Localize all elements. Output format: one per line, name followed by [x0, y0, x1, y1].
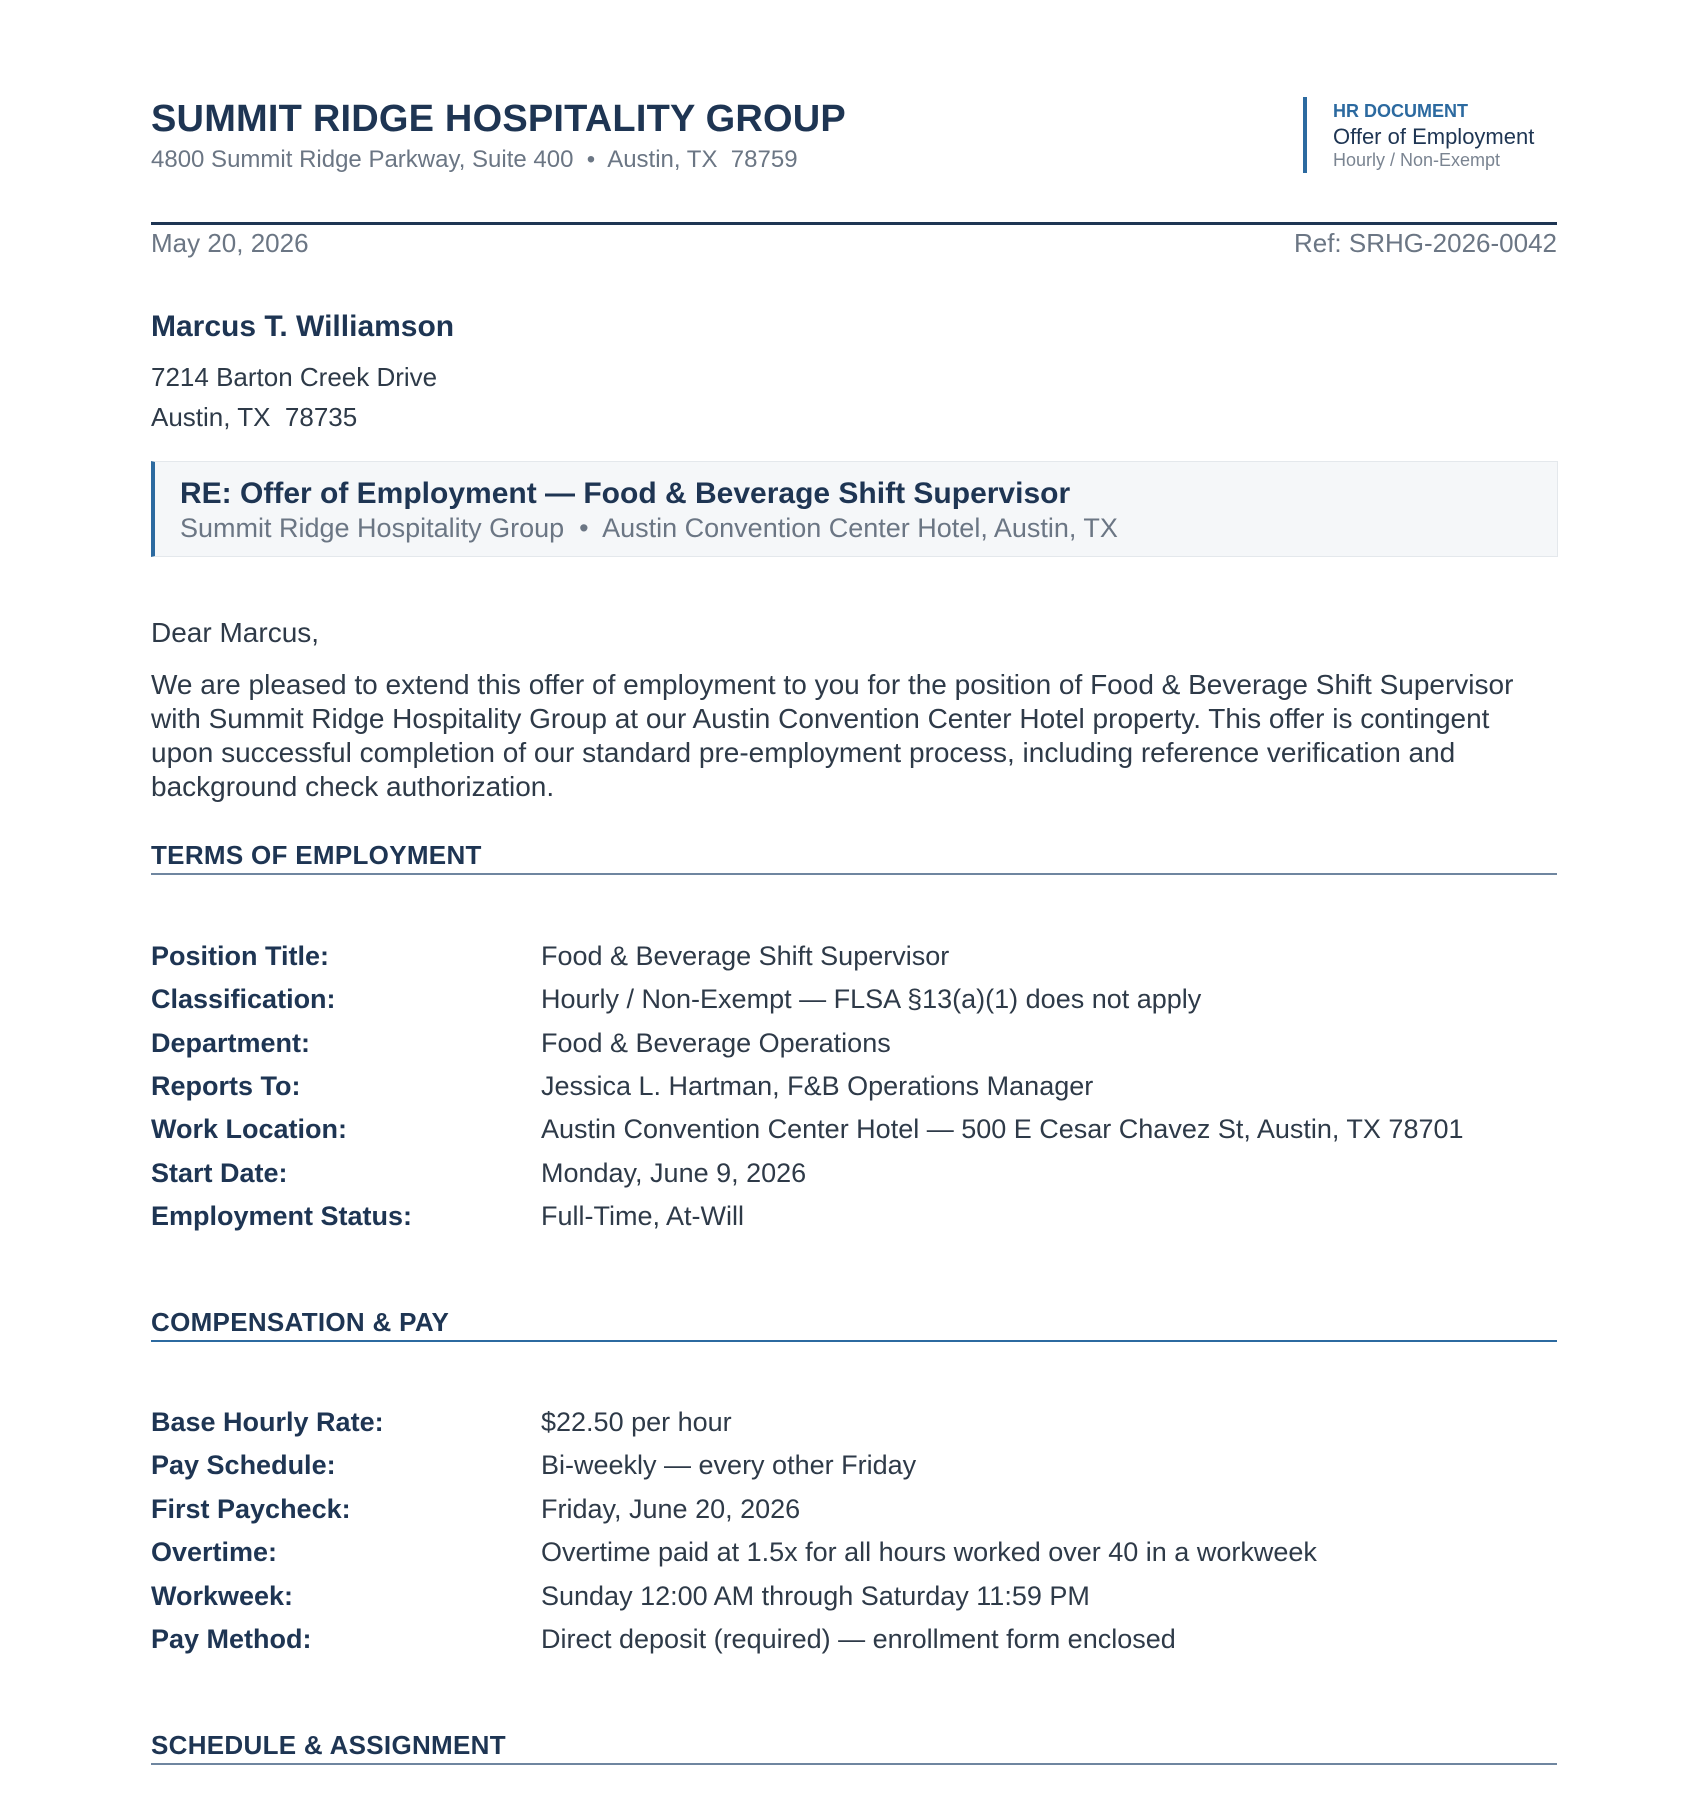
field-label: Reports To: [151, 1071, 301, 1101]
compensation-row [151, 1581, 1557, 1621]
compensation-row [151, 1624, 1557, 1664]
field-label: Classification: [151, 984, 336, 1014]
field-label: Employment Status: [151, 1201, 413, 1231]
field-value: Friday, June 20, 2026 [541, 1494, 801, 1524]
field-value: Hourly / Non-Exempt — FLSA §13(a)(1) does not apply [541, 984, 1202, 1014]
field-value: Sunday 12:00 AM through Saturday 11:59 PM [541, 1581, 1090, 1611]
field-label: Work Location: [151, 1114, 348, 1144]
letter-date: May 20, 2026 [151, 228, 309, 258]
terms-row [151, 1114, 1557, 1154]
document-classification: Hourly / Non-Exempt [1333, 150, 1501, 170]
header-divider [151, 222, 1557, 225]
terms-row [151, 941, 1557, 981]
field-label: Pay Schedule: [151, 1450, 336, 1480]
recipient-address-line2: Austin, TX 78735 [151, 402, 358, 432]
field-value: Food & Beverage Shift Supervisor [541, 941, 950, 971]
salutation: Dear Marcus, [151, 617, 320, 648]
field-label: Workweek: [151, 1581, 294, 1611]
compensation-row [151, 1450, 1557, 1490]
terms-row [151, 1071, 1557, 1111]
terms-divider [151, 873, 1557, 875]
terms-row [151, 1028, 1557, 1068]
field-label: Pay Method: [151, 1624, 312, 1654]
field-value: Full-Time, At-Will [541, 1201, 744, 1231]
document-kind: HR DOCUMENT [1333, 101, 1468, 121]
field-value: Jessica L. Hartman, F&B Operations Manager [541, 1071, 1094, 1101]
field-label: Base Hourly Rate: [151, 1407, 384, 1437]
field-value: Direct deposit (required) — enrollment form enclosed [541, 1624, 1176, 1654]
document-title: Offer of Employment [1333, 124, 1535, 149]
terms-row [151, 1158, 1557, 1198]
field-label: Start Date: [151, 1158, 288, 1188]
field-label: Overtime: [151, 1537, 278, 1567]
subject-box [151, 461, 1558, 557]
schedule-divider [151, 1763, 1557, 1765]
document-type-tag [1303, 97, 1535, 173]
subject-title: RE: Offer of Employment — Food & Beverage Shift Supervisor [180, 477, 1071, 510]
compensation-row [151, 1537, 1557, 1577]
terms-row [151, 1201, 1557, 1241]
compensation-row [151, 1494, 1557, 1534]
recipient-name: Marcus T. Williamson [151, 310, 455, 343]
terms-heading: TERMS OF EMPLOYMENT [151, 840, 482, 870]
field-value: Food & Beverage Operations [541, 1028, 891, 1058]
company-name: SUMMIT RIDGE HOSPITALITY GROUP [151, 98, 846, 140]
compensation-row [151, 1407, 1557, 1447]
field-value: Bi-weekly — every other Friday [541, 1450, 917, 1480]
compensation-divider [151, 1340, 1557, 1342]
field-value: Austin Convention Center Hotel — 500 E Cesar Chavez St, Austin, TX 78701 [541, 1114, 1464, 1144]
reference-number: Ref: SRHG-2026-0042 [1293, 228, 1557, 258]
terms-row [151, 984, 1557, 1024]
company-address: 4800 Summit Ridge Parkway, Suite 400 • Austin, TX 78759 [151, 146, 798, 173]
field-value: Monday, June 9, 2026 [541, 1158, 807, 1188]
intro-paragraph: We are pleased to extend this offer of employment to you for the position of Food & Beverage Shift Supervisor with Summit Ridge Hospitality Group at our Austin Convention Center Hotel property. This offer is contingent upon successful completion of our standard pre-employment process, including reference verification and background check authorization. [151, 669, 1514, 802]
field-label: First Paycheck: [151, 1494, 351, 1524]
field-label: Department: [151, 1028, 311, 1058]
schedule-heading: SCHEDULE & ASSIGNMENT [151, 1730, 506, 1760]
recipient-address-line1: 7214 Barton Creek Drive [151, 362, 438, 392]
subject-subtitle: Summit Ridge Hospitality Group • Austin Convention Center Hotel, Austin, TX [180, 513, 1118, 543]
field-value: $22.50 per hour [541, 1407, 732, 1437]
compensation-heading: COMPENSATION & PAY [151, 1307, 450, 1337]
field-label: Position Title: [151, 941, 330, 971]
field-value: Overtime paid at 1.5x for all hours worked over 40 in a workweek [541, 1537, 1317, 1567]
